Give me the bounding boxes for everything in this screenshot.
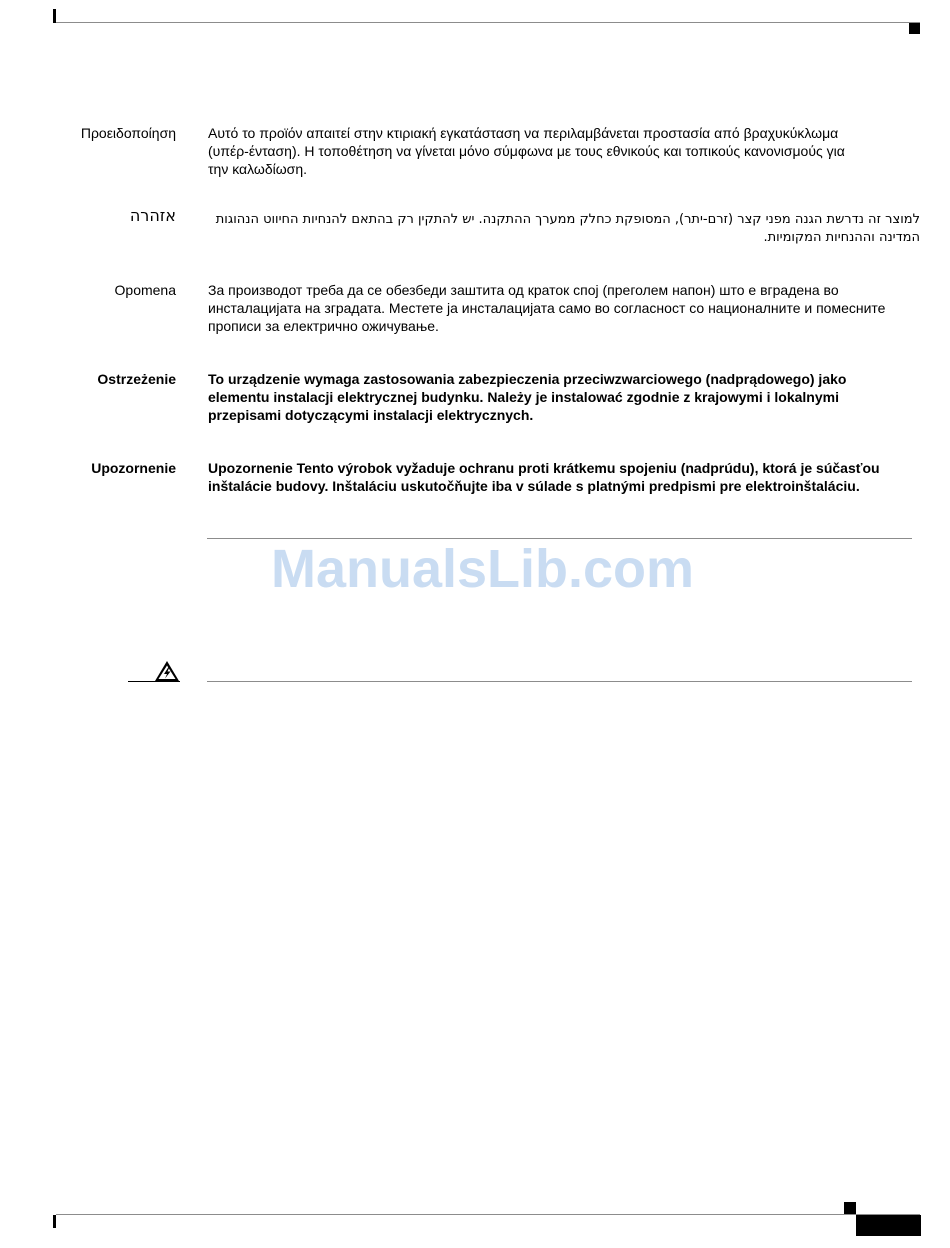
footer-rule (56, 1214, 920, 1215)
notice-label-slovak: Upozornenie (91, 460, 176, 476)
watermark: ManualsLib.com (270, 539, 695, 599)
notice-text-macedonian: За производот треба да се обезбеди заштита од краток спој (преголем напон) што е вградена во инсталацијата на зградата. Местете ја инсталацијата само во согласност со националните и помесните прописи за електрично ожичување. (208, 282, 886, 334)
notice-text-polish: To urządzenie wymaga zastosowania zabezpieczenia przeciwzwarciowego (nadprądowego) jako elementu instalacji elektrycznej budynku. Należy je instalować zgodnie z krajowymi i lokalnymi przepisami dotyczącymi instalacji elektrycznych. (208, 371, 847, 423)
notice-text-greek: Αυτό το προϊόν απαιτεί στην κτιριακή εγκατάσταση να περιλαμβάνεται προστασία από βραχυκύκλωμα (υπέρ-ένταση). Η τοποθέτηση να γίνεται μόνο σύμφωνα με τους εθνικούς και τοπικούς κανονισμούς για την καλωδίωση. (208, 125, 845, 177)
footer-page-tab (856, 1215, 921, 1236)
notice-label-greek: Προειδοποίηση (80, 125, 176, 141)
header-corner-square (909, 23, 920, 34)
header-left-tick (53, 9, 56, 23)
footer-square (844, 1202, 856, 1214)
header-rule (56, 22, 920, 23)
notice-text-slovak: Upozornenie Tento výrobok vyžaduje ochranu proti krátkemu spojeniu (nadprúdu), ktorá je súčasťou inštalácie budovy. Inštaláciu uskutočňujte iba v súlade s platnými predpismi pre elektroinštaláciu. (208, 460, 880, 494)
electrical-hazard-icon (154, 660, 180, 682)
footer-left-tick (53, 1215, 56, 1228)
notice-label-polish: Ostrzeżenie (97, 371, 176, 387)
warning-rule (207, 681, 912, 682)
warning-rule-left (128, 681, 180, 682)
notice-label-macedonian: Opomena (114, 282, 176, 298)
notice-label-hebrew: אזהרה (129, 206, 176, 225)
notice-text-hebrew: למוצר זה נדרשת הגנה מפני קצר (זרם-יתר), המסופקת כחלק ממערך ההתקנה. יש להתקין רק בהתאם להנחיות החיווט הנהוגות המדינה וההנחיות המקומיות. (215, 212, 920, 245)
